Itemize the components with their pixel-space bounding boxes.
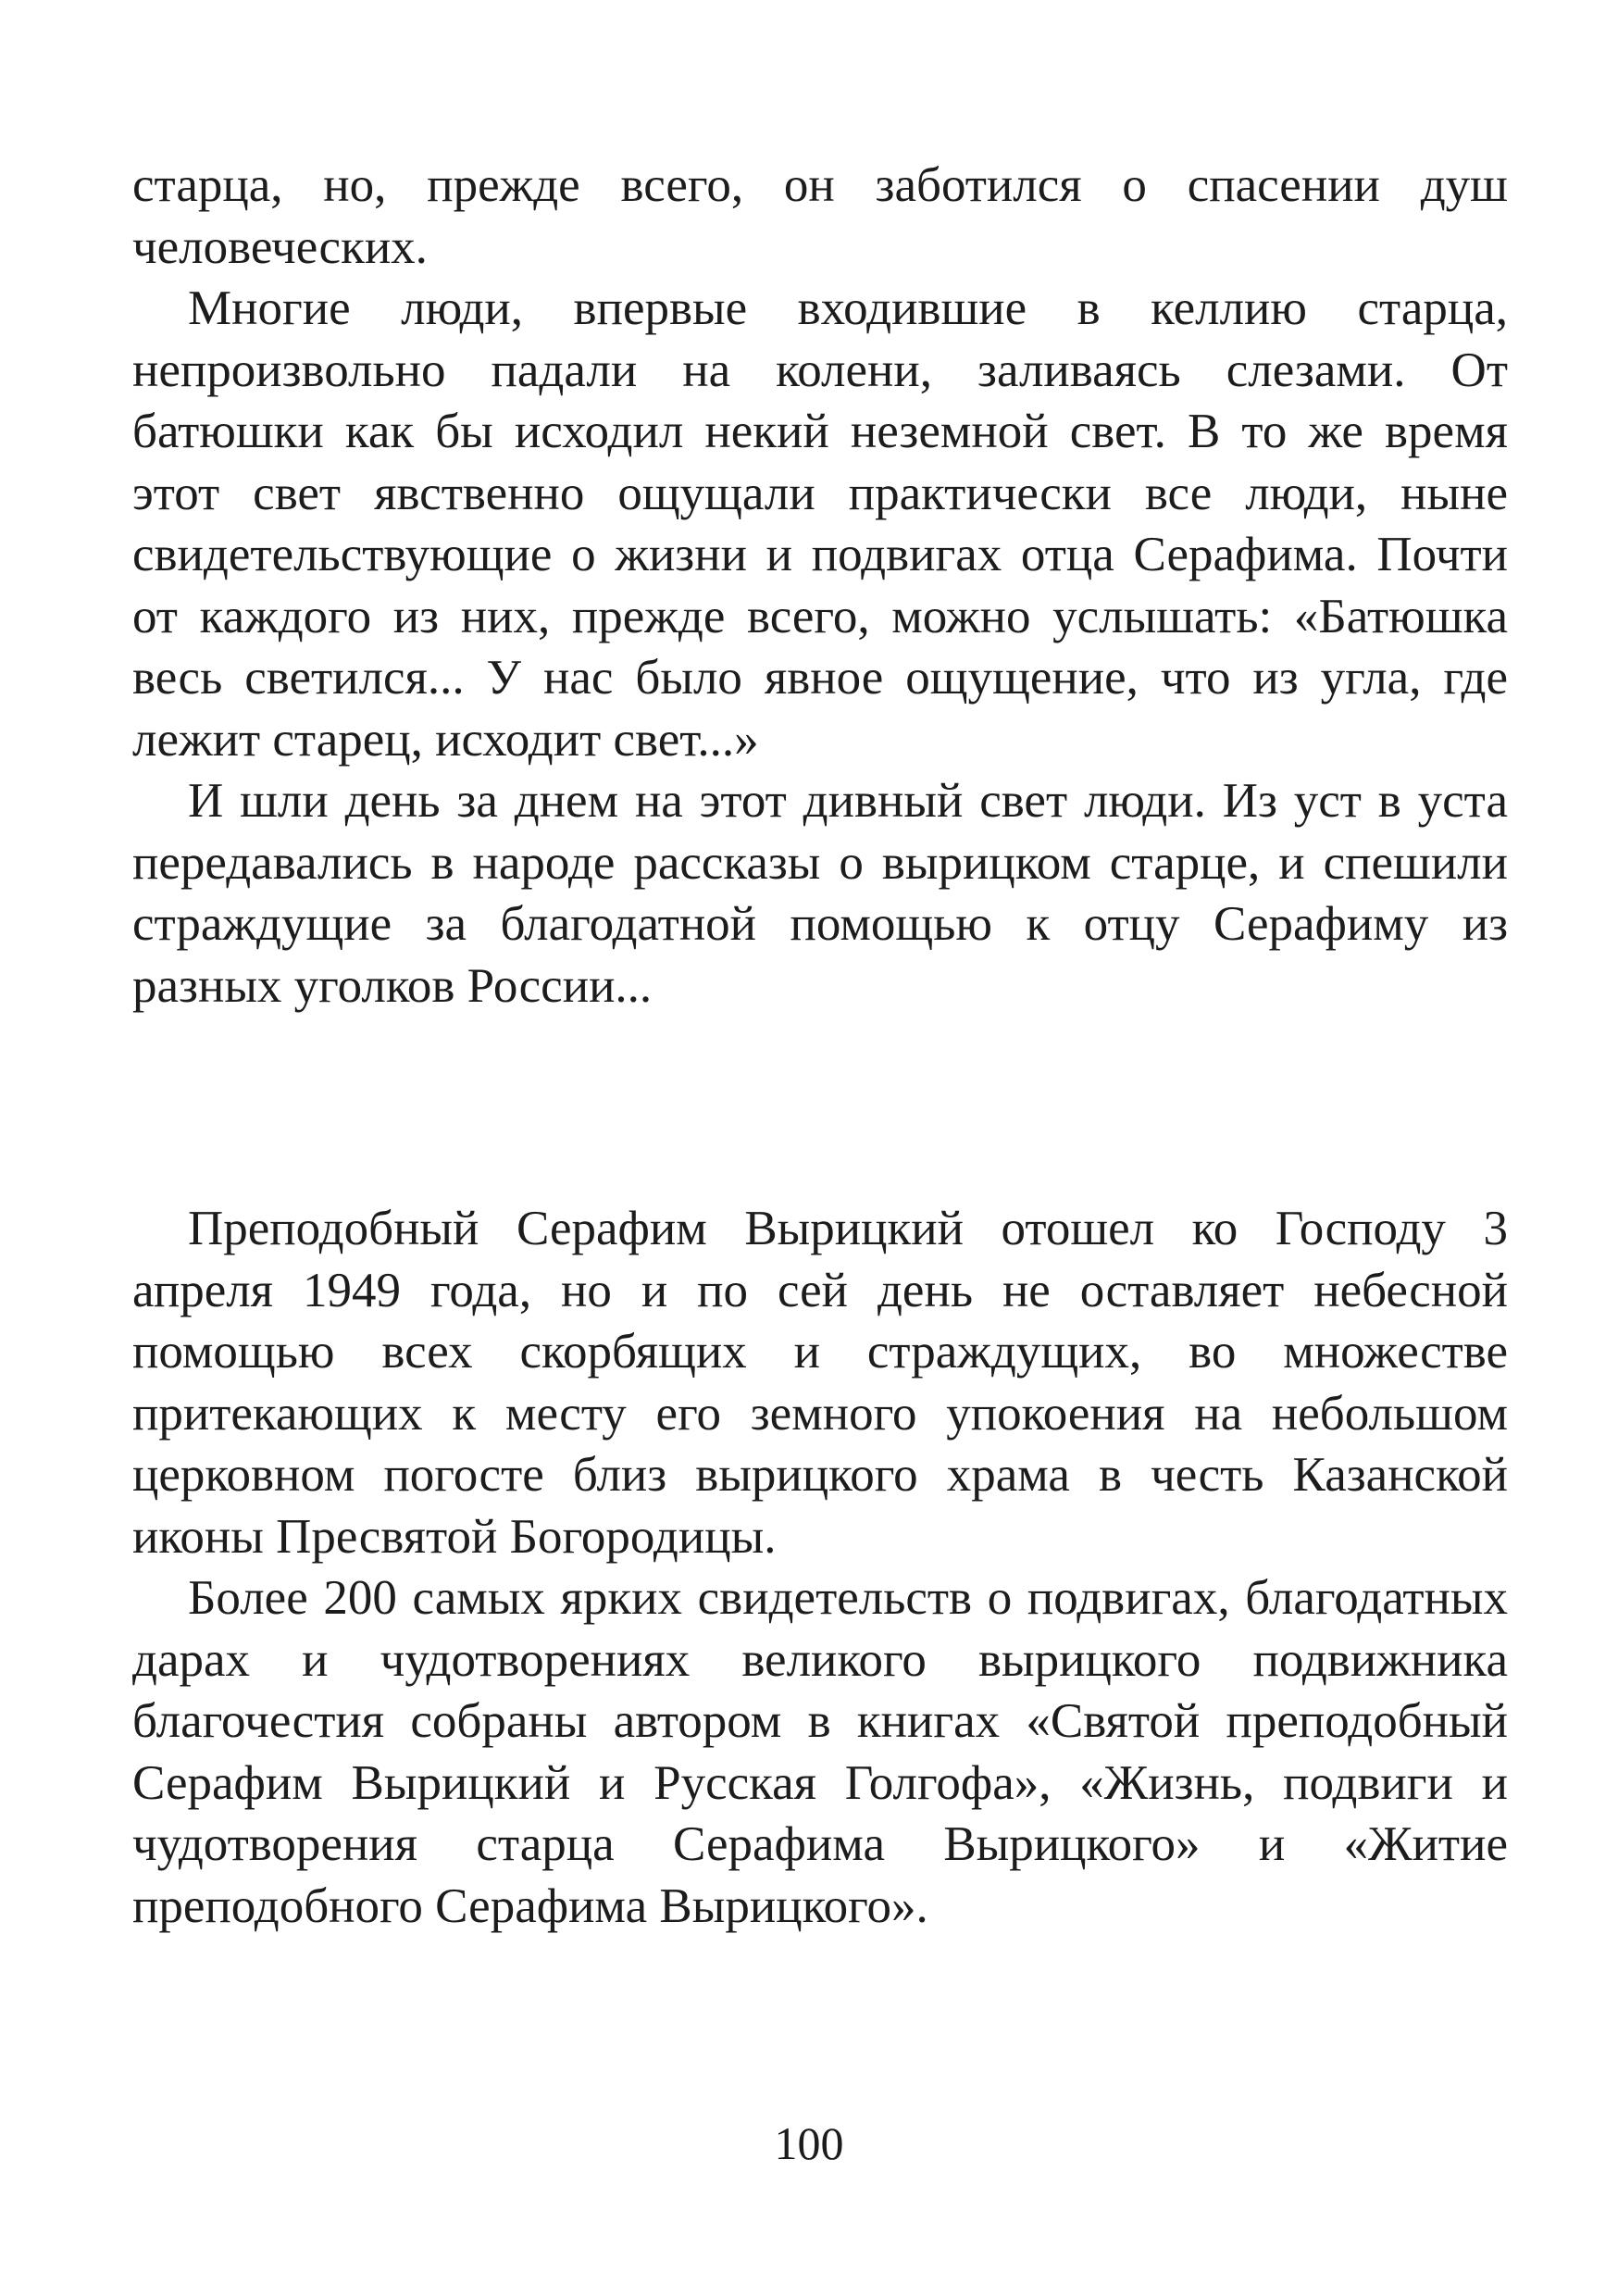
text-section-2 bbox=[132, 1198, 1508, 1937]
paragraph-books: Более 200 самых ярких свидетельств о подвигах, благодатных дарах и чудотворениях великого вырицкого подвижника благочестия собраны автором в книгах «Святой преподобный Серафим Вырицкий и Русская Голгофа», «Жизнь, подвиги и чудотворения старца Серафима Вырицкого» и «Житие преподобного Серафима Вырицкого». bbox=[132, 1571, 1508, 1933]
page-number: 100 bbox=[774, 2117, 844, 2169]
paragraph-pilgrims: И шли день за днем на этот дивный свет люди. Из уст в уста передавались в народе рассказы о вырицком старце, и спешили страждущие за благодатной помощью к отцу Серафиму из разных уголков России... bbox=[132, 774, 1508, 1013]
paragraph-continuation: старца, но, прежде всего, он заботился о спасении душ человеческих. bbox=[132, 158, 1508, 274]
paragraph-light: Многие люди, впервые входившие в келлию старца, непроизвольно падали на колени, заливаясь слезами. От батюшки как бы исходил некий неземной свет. В то же время этот свет явственно ощущали практически все люди, ныне свидетельствующие о жизни и подвигах отца Серафима. Почти от каждого из них, прежде всего, можно услышать: «Батюшка весь светился... У нас было явное ощущение, что из угла, где лежит старец, исходит свет...» bbox=[132, 281, 1508, 767]
text-section-1 bbox=[132, 155, 1508, 1017]
paragraph-repose: Преподобный Серафим Вырицкий отошел ко Господу 3 апреля 1949 года, но и по сей день не оставляет небесной помощью всех скорбящих и страждущих, во множестве притекающих к месту его земного упокоения на небольшом церковном погосте близ вырицкого храма в честь Казанской иконы Пресвятой Богородицы. bbox=[132, 1202, 1508, 1564]
